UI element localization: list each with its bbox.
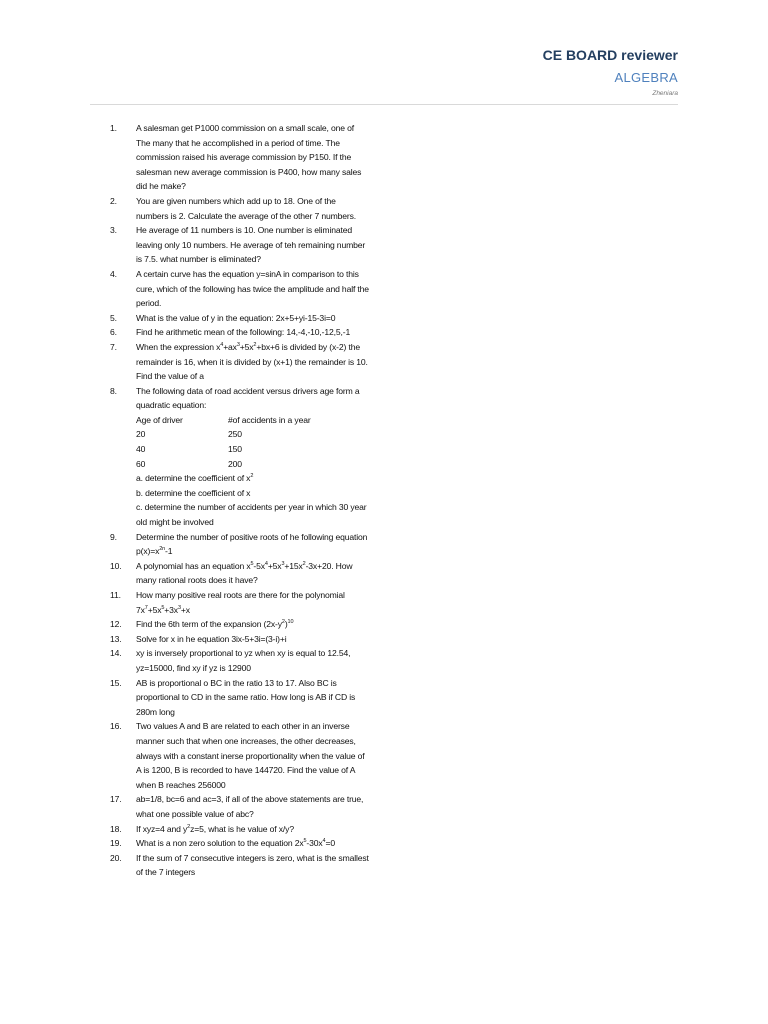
question-item bbox=[110, 822, 370, 837]
question-item bbox=[110, 676, 370, 720]
table-row bbox=[136, 442, 370, 457]
question-text: Find the 6th term of the expansion $(2x-y^2)^{10}$ bbox=[136, 619, 294, 630]
table-cell: 150 bbox=[228, 444, 242, 455]
question-text: A certain curve has the equation y=sinA in comparison to this cure, which of the following has twice the amplitude and half the period. bbox=[136, 268, 369, 309]
question-number: 6. bbox=[110, 327, 117, 338]
question-number: 4. bbox=[110, 268, 117, 279]
question-text: How many positive real roots are there for the polynomial $7x^7+5x^5+3x^3+x$ bbox=[136, 590, 345, 615]
question-item bbox=[110, 121, 370, 194]
table-row bbox=[136, 457, 370, 472]
question-number: 20. bbox=[110, 852, 122, 863]
question-list bbox=[110, 121, 370, 880]
question-text: What is a non zero solution to the equation $2x^5-30x^4=0$ bbox=[136, 838, 335, 849]
question-number: 3. bbox=[110, 225, 117, 236]
document-subtitle: ALGEBRA bbox=[614, 70, 678, 85]
question-item bbox=[110, 194, 370, 223]
question-text: AB is proportional o BC in the ratio 13 to 17. Also BC is proportional to CD in the same ratio. How long is AB if CD is 280m long bbox=[136, 677, 356, 717]
question-number: 14. bbox=[110, 648, 122, 659]
question-text: He average of 11 numbers is 10. One number is eliminated leaving only 10 numbers. He average of teh remaining number is 7.5. what number is eliminated? bbox=[136, 225, 366, 265]
question-number: 5. bbox=[110, 312, 117, 323]
table-cell: 20 bbox=[136, 429, 146, 440]
question-item bbox=[110, 719, 370, 792]
question-item bbox=[110, 646, 370, 675]
table-header-cell: Age of driver bbox=[136, 414, 183, 425]
table-cell: 40 bbox=[136, 444, 146, 455]
question-item bbox=[110, 267, 370, 311]
sub-question: c. determine the number of accidents per year in which 30 year old might be involved bbox=[136, 502, 367, 528]
question-number: 16. bbox=[110, 721, 122, 732]
question-number: 8. bbox=[110, 385, 117, 396]
question-text: Solve for x in he equation 3ix-5+3i=(3-i)+i bbox=[136, 633, 287, 644]
question-item bbox=[110, 632, 370, 647]
document-title: CE BOARD reviewer bbox=[542, 47, 678, 63]
question-item bbox=[110, 311, 370, 326]
question-item bbox=[110, 559, 370, 588]
question-text: Find he arithmetic mean of the following: 14,-4,-10,-12,5,-1 bbox=[136, 327, 351, 338]
question-item bbox=[110, 223, 370, 267]
question-text: If the sum of 7 consecutive integers is zero, what is the smallest of the 7 integers bbox=[136, 852, 369, 878]
question-number: 13. bbox=[110, 633, 122, 644]
question-text: ab=1/8, bc=6 and ac=3, if all of the above statements are true, what one possible value of abc? bbox=[136, 794, 364, 819]
question-text: Two values A and B are related to each other in an inverse manner such that when one increases, the other decreases, always with a constant inerse proportionality when the value of A is 1200, B is recorded to have 144720. Find the value of A when B reaches 256000 bbox=[136, 721, 365, 790]
question-text: You are given numbers which add up to 18. One of the numbers is 2. Calculate the average of the other 7 numbers. bbox=[136, 195, 356, 221]
question-text: When the expression $x^4+ax^3+5x^2+bx+6$ is divided by (x-2) the remainder is 16, when it is divided by (x+1) the remainder is 10. Find the value of a bbox=[136, 341, 368, 382]
question-item bbox=[110, 588, 370, 617]
author-signature: Zheniara bbox=[652, 90, 678, 97]
question-item bbox=[110, 340, 370, 384]
table-cell: 200 bbox=[228, 458, 242, 469]
question-text: If xyz=4 and $y^2z=5$, what is he value of x/y? bbox=[136, 823, 294, 834]
question-item bbox=[110, 792, 370, 821]
question-text: The following data of road accident versus drivers age form a quadratic equation: bbox=[136, 385, 360, 411]
sub-question: a. determine the coefficient of $x^2$ bbox=[136, 473, 254, 484]
question-number: 10. bbox=[110, 560, 122, 571]
question-number: 11. bbox=[110, 590, 121, 600]
question-number: 12. bbox=[110, 619, 122, 630]
table-row bbox=[136, 427, 370, 442]
question-number: 9. bbox=[110, 531, 117, 542]
data-table bbox=[136, 413, 370, 471]
question-text: A salesman get P1000 commission on a small scale, one of The many that he accomplished in a period of time. The commission raised his average commission by P150. If the salesman new average commission is P400, how many sales did he make? bbox=[136, 123, 362, 192]
question-item bbox=[110, 530, 370, 559]
table-cell: 60 bbox=[136, 458, 146, 469]
question-item bbox=[110, 325, 370, 340]
question-text: What is the value of y in the equation: 2x+5+yi-15-3i=0 bbox=[136, 312, 336, 323]
question-number: 19. bbox=[110, 838, 122, 849]
sub-question: b. determine the coefficient of x bbox=[136, 487, 251, 498]
question-item bbox=[110, 836, 370, 851]
question-number: 2. bbox=[110, 195, 117, 206]
table-header-row bbox=[136, 413, 370, 428]
question-item bbox=[110, 851, 370, 880]
table-header-cell: #of accidents in a year bbox=[228, 414, 311, 425]
question-item bbox=[110, 384, 370, 530]
question-number: 17. bbox=[110, 794, 122, 805]
question-number: 18. bbox=[110, 823, 122, 834]
question-number: 7. bbox=[110, 341, 117, 352]
question-text: xy is inversely proportional to yz when xy is equal to 12.54, yz=15000, find xy if yz is 12900 bbox=[136, 648, 351, 673]
question-number: 1. bbox=[110, 123, 117, 133]
question-item bbox=[110, 617, 370, 632]
question-number: 15. bbox=[110, 677, 122, 688]
table-cell: 250 bbox=[228, 429, 242, 440]
question-text: Determine the number of positive roots of he following equation $p(x)=x^{2n}-1$ bbox=[136, 531, 368, 557]
header-divider bbox=[90, 104, 678, 105]
question-text: A polynomial has an equation $x^5-5x^4+5x^3+15x^2-3x+20$. How many rational roots does it have? bbox=[136, 560, 353, 586]
